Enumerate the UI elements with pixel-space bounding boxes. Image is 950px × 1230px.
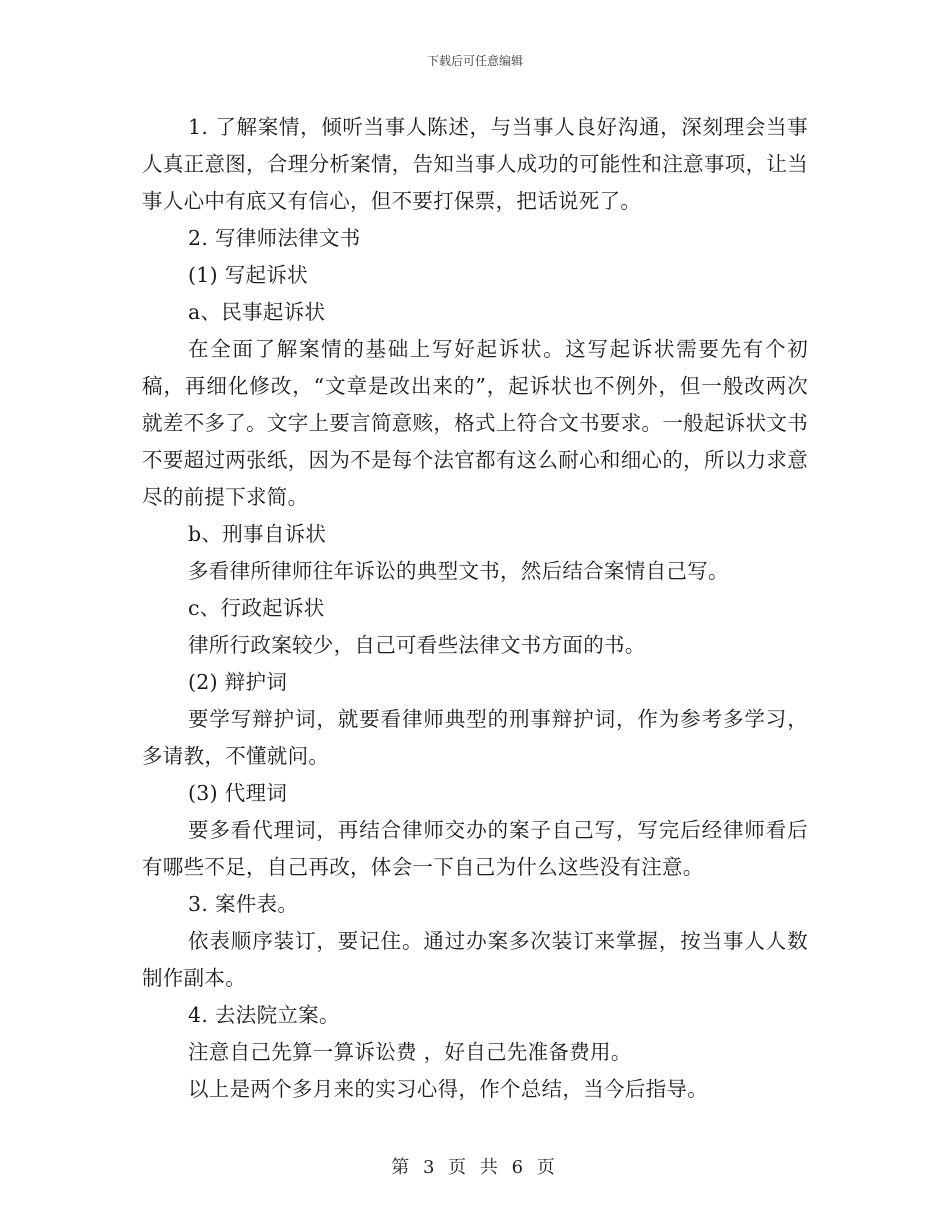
paragraph-civil-complaint: 在全面了解案情的基础上写好起诉状。这写起诉状需要先有个初稿，再细化修改，“文章是改出来的”，起诉状也不例外，但一般改两次就差不多了。文字上要言简意赅，格式上符合文书要求。一般起诉状文书不要超过两张纸，因为不是每个法官都有这么耐心和细心的，所以力求意尽的前提下求简。 [142,337,808,509]
subheading-c: c、行政起诉状 [188,596,325,620]
paragraph-1: 1. 了解案情，倾听当事人陈述，与当事人良好沟通，深刻理会当事人真正意图，合理分析案情，告知当事人成功的可能性和注意事项，让当事人心中有底又有信心，但不要打保票，把话说死了。 [142,115,808,213]
subheading-3: (3) 代理词 [188,781,288,805]
paragraph-administrative: 律所行政案较少，自己可看些法律文书方面的书。 [188,633,646,657]
subheading-b: b、刑事自诉状 [188,522,327,546]
heading-4: 4. 去法院立案。 [188,1003,340,1027]
paragraph-defense: 要学写辩护词，就要看律师典型的刑事辩护词，作为参考多学习，多请教，不懂就问。 [142,707,808,768]
heading-3: 3. 案件表。 [188,892,299,916]
paragraph-fees: 注意自己先算一算诉讼费 ，好自己先准备费用。 [188,1040,632,1064]
paragraph-case-table: 依表顺序装订，要记住。通过办案多次装订来掌握，按当事人人数制作副本。 [142,929,808,990]
heading-2: 2. 写律师法律文书 [188,226,361,250]
page-number: 第 3 页 共 6 页 [391,1157,559,1178]
document-body [142,109,808,1108]
header-note: 下载后可任意编辑 [426,54,523,68]
subheading-2: (2) 辩护词 [188,670,288,694]
subheading-1: (1) 写起诉状 [188,263,308,287]
subheading-a: a、民事起诉状 [188,300,326,324]
paragraph-agency: 要多看代理词，再结合律师交办的案子自己写，写完后经律师看后有哪些不足，自己再改，体会一下自己为什么这些没有注意。 [142,818,808,879]
paragraph-criminal: 多看律所律师往年诉讼的典型文书，然后结合案情自己写。 [188,559,729,583]
paragraph-summary: 以上是两个多月来的实习心得，作个总结，当今后指导。 [188,1077,708,1101]
